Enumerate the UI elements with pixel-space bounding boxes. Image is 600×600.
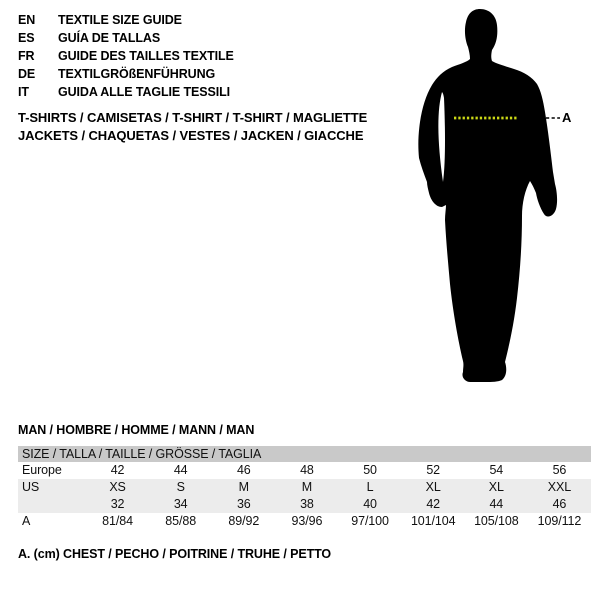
size-cell: 44 [173, 463, 188, 477]
size-cell: 46 [552, 497, 567, 511]
language-title: GUIDE DES TAILLES TEXTILE [58, 49, 234, 63]
size-table [18, 446, 591, 530]
size-cell: XXL [547, 480, 572, 494]
size-cell: 81/84 [102, 514, 133, 528]
size-cell: 93/96 [291, 514, 323, 528]
size-cell: 46 [236, 463, 251, 477]
size-cell: L [366, 480, 374, 494]
size-cell: 109/112 [537, 514, 582, 528]
category-list [18, 109, 367, 145]
size-cell: 56 [552, 463, 567, 477]
language-code: IT [18, 85, 29, 99]
size-cell: 52 [426, 463, 441, 477]
size-cell: 34 [173, 497, 188, 511]
size-cell: 36 [236, 497, 251, 511]
size-table-body [18, 462, 591, 530]
size-cell: 38 [300, 497, 314, 511]
language-row [18, 65, 234, 83]
size-table-row [18, 462, 591, 479]
size-cell: XL [488, 480, 504, 494]
size-cell: XS [109, 480, 126, 494]
size-cell: 85/88 [165, 514, 197, 528]
size-cell: 50 [363, 463, 377, 477]
language-title: TEXTILE SIZE GUIDE [58, 13, 182, 27]
language-code: FR [18, 49, 35, 63]
category-line: JACKETS / CHAQUETAS / VESTES / JACKEN / GIACCHE [18, 128, 364, 143]
size-cell: S [176, 480, 185, 494]
section-heading: MAN / HOMBRE / HOMME / MANN / MAN [18, 423, 255, 437]
size-table-row [18, 496, 591, 513]
language-row [18, 11, 234, 29]
size-cell: M [238, 480, 249, 494]
size-cell: XL [425, 480, 441, 494]
size-cell: 101/104 [410, 514, 456, 528]
language-title: GUIDA ALLE TAGLIE TESSILI [58, 85, 231, 99]
man-figure [410, 5, 562, 385]
category-line: T-SHIRTS / CAMISETAS / T-SHIRT / T-SHIRT / MAGLIETTE [18, 110, 368, 125]
size-cell: 54 [489, 463, 504, 477]
language-row [18, 29, 234, 47]
size-table-row [18, 479, 591, 496]
language-row [18, 47, 234, 65]
size-table-header: SIZE / TALLA / TAILLE / GRÖSSE / TAGLIA [18, 446, 591, 462]
language-code: ES [18, 31, 35, 45]
language-code: EN [18, 13, 36, 27]
size-cell: 89/92 [228, 514, 260, 528]
language-row [18, 83, 234, 101]
language-title: GUÍA DE TALLAS [58, 31, 161, 45]
language-title: TEXTILGRÖßENFÜHRUNG [58, 67, 216, 81]
size-cell: 40 [363, 497, 377, 511]
size-table-row [18, 513, 591, 530]
language-list [18, 11, 234, 101]
size-cell: 48 [300, 463, 314, 477]
size-cell: 42 [426, 497, 441, 511]
size-cell: 42 [110, 463, 125, 477]
size-row-label: US [22, 480, 40, 494]
size-cell: 32 [110, 497, 125, 511]
size-cell: 44 [489, 497, 504, 511]
size-row-label [18, 496, 86, 513]
measure-a-label: A [562, 110, 572, 125]
measurement-footnote: A. (cm) CHEST / PECHO / POITRINE / TRUHE / PETTO [18, 547, 332, 561]
size-cell: 105/108 [474, 514, 519, 528]
man-silhouette-icon [418, 9, 557, 382]
size-row-label: A [22, 514, 31, 528]
size-cell: 97/100 [351, 514, 389, 528]
size-row-label: Europe [22, 463, 62, 477]
size-cell: M [301, 480, 313, 494]
language-code: DE [18, 67, 36, 81]
